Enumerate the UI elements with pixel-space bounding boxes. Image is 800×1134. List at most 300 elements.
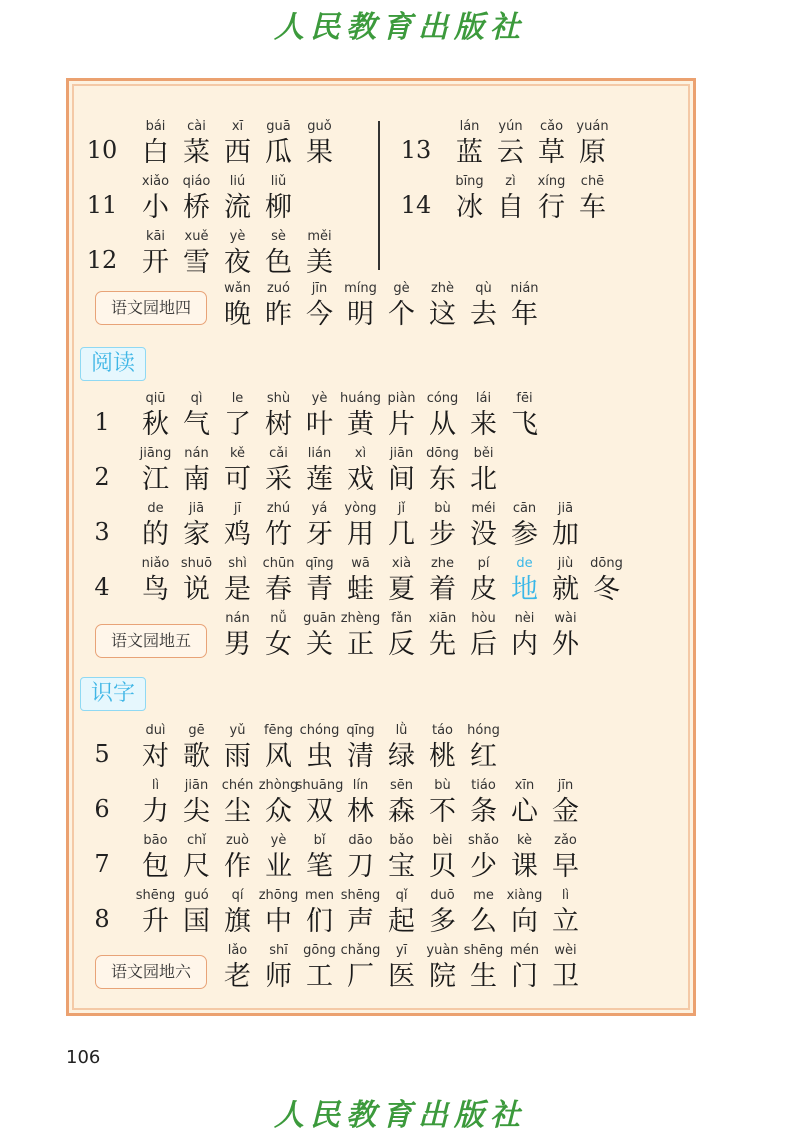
hanzi: 双 — [306, 796, 333, 827]
hanzi: 雨 — [224, 741, 251, 772]
character-cell — [531, 118, 572, 170]
pinyin: xuě — [184, 229, 209, 244]
character-cell — [176, 500, 217, 552]
character-cell — [572, 118, 613, 170]
character-cell — [504, 500, 545, 552]
character-cell — [381, 722, 422, 774]
pinyin: zhòng — [258, 778, 299, 793]
character-cell — [586, 555, 627, 607]
character-cell — [381, 777, 422, 829]
pinyin: yè — [229, 229, 246, 244]
character-cell — [299, 555, 340, 607]
pinyin: fǎn — [391, 611, 412, 626]
hanzi: 皮 — [470, 574, 497, 605]
character-cell — [258, 555, 299, 607]
pinyin: jǐ — [397, 501, 406, 516]
character-cell — [463, 722, 504, 774]
lesson-number: 14 — [400, 191, 432, 219]
character-cell — [135, 118, 176, 170]
pinyin: lán — [459, 119, 480, 134]
hanzi: 了 — [224, 409, 251, 440]
character-cell — [463, 390, 504, 442]
hanzi: 色 — [265, 247, 292, 278]
pinyin: yǔ — [229, 723, 246, 738]
character-cell — [299, 390, 340, 442]
pinyin: qīng — [346, 723, 375, 738]
hanzi: 少 — [470, 851, 497, 882]
hanzi: 今 — [306, 299, 333, 330]
hanzi: 后 — [470, 629, 497, 660]
hanzi: 门 — [511, 961, 538, 992]
character-cell — [135, 445, 176, 497]
character-cell — [463, 777, 504, 829]
hanzi: 旗 — [224, 906, 251, 937]
pinyin: qiū — [145, 391, 166, 406]
pinyin: yī — [395, 943, 408, 958]
hanzi: 冰 — [456, 192, 483, 223]
character-cell — [217, 942, 258, 994]
character-cell — [258, 610, 299, 662]
pinyin: hóng — [467, 723, 500, 738]
pinyin: fēi — [516, 391, 533, 406]
character-cell — [135, 390, 176, 442]
pinyin: bái — [145, 119, 166, 134]
pinyin: bāo — [143, 833, 168, 848]
section-reading-title: 阅读 — [80, 347, 146, 381]
pinyin: zǎo — [554, 833, 577, 848]
pinyin: zuó — [266, 281, 291, 296]
pinyin: lǎo — [227, 943, 248, 958]
character-cell — [504, 887, 545, 939]
hanzi: 工 — [306, 961, 333, 992]
pinyin: bèi — [432, 833, 453, 848]
pinyin: qǐ — [395, 888, 408, 903]
hanzi: 草 — [538, 137, 565, 168]
pinyin: zuò — [225, 833, 250, 848]
lesson-number: 12 — [86, 246, 118, 274]
lesson-number: 2 — [94, 463, 110, 491]
lesson-number: 4 — [94, 573, 110, 601]
pinyin: chóng — [299, 723, 340, 738]
pinyin: fēng — [263, 723, 294, 738]
lesson-characters — [135, 500, 586, 552]
pinyin: xiǎo — [141, 174, 170, 189]
pinyin: de — [147, 501, 164, 516]
character-cell — [299, 942, 340, 994]
character-cell — [176, 228, 217, 280]
character-cell — [340, 280, 381, 332]
character-cell — [504, 610, 545, 662]
hanzi: 小 — [142, 192, 169, 223]
hanzi: 歌 — [183, 741, 210, 772]
lesson-characters — [449, 173, 613, 225]
character-cell — [217, 118, 258, 170]
character-cell — [381, 832, 422, 884]
hanzi: 贝 — [429, 851, 456, 882]
character-cell — [299, 228, 340, 280]
character-cell — [135, 555, 176, 607]
pinyin: de — [516, 556, 533, 571]
character-cell — [258, 777, 299, 829]
pinyin: qì — [190, 391, 203, 406]
lesson-number: 1 — [94, 408, 110, 436]
pinyin: duì — [145, 723, 166, 738]
hanzi: 业 — [265, 851, 292, 882]
hanzi: 对 — [142, 741, 169, 772]
character-cell — [176, 887, 217, 939]
hanzi: 行 — [538, 192, 565, 223]
character-cell — [572, 173, 613, 225]
pinyin: chén — [221, 778, 254, 793]
character-cell — [217, 832, 258, 884]
pinyin: chē — [580, 174, 605, 189]
hanzi: 心 — [511, 796, 538, 827]
hanzi: 虫 — [306, 741, 333, 772]
character-cell — [422, 445, 463, 497]
hanzi: 关 — [306, 629, 333, 660]
character-cell — [504, 832, 545, 884]
character-cell — [381, 555, 422, 607]
pinyin: bīng — [455, 174, 484, 189]
character-cell — [258, 445, 299, 497]
hanzi: 厂 — [347, 961, 374, 992]
character-cell — [299, 445, 340, 497]
pinyin: jiā — [188, 501, 205, 516]
pinyin: shī — [269, 943, 288, 958]
hanzi: 就 — [552, 574, 579, 605]
hanzi: 内 — [511, 629, 538, 660]
hanzi: 男 — [224, 629, 251, 660]
pinyin: cài — [187, 119, 206, 134]
character-cell — [217, 173, 258, 225]
pinyin: shuō — [180, 556, 213, 571]
character-cell — [258, 390, 299, 442]
pinyin: qiáo — [182, 174, 211, 189]
publisher-logo-bottom: 人民教育出版社 — [274, 1098, 526, 1133]
hanzi: 们 — [306, 906, 333, 937]
character-cell — [258, 942, 299, 994]
pinyin: nán — [225, 611, 250, 626]
hanzi: 向 — [511, 906, 538, 937]
pinyin: wài — [554, 611, 577, 626]
character-cell — [463, 610, 504, 662]
pinyin: pí — [477, 556, 490, 571]
character-cell — [545, 887, 586, 939]
pinyin: nèi — [514, 611, 535, 626]
lesson-characters — [135, 118, 340, 170]
hanzi: 云 — [497, 137, 524, 168]
hanzi: 说 — [183, 574, 210, 605]
hanzi: 宝 — [388, 851, 415, 882]
character-cell — [258, 173, 299, 225]
pinyin: huáng — [340, 391, 381, 406]
character-cell — [299, 118, 340, 170]
hanzi: 夜 — [224, 247, 251, 278]
pinyin: chǐ — [187, 833, 206, 848]
pinyin: liǔ — [270, 174, 287, 189]
hanzi: 自 — [497, 192, 524, 223]
character-cell — [176, 722, 217, 774]
lesson-number: 8 — [94, 905, 110, 933]
pinyin: xiàng — [506, 888, 543, 903]
hanzi: 众 — [265, 796, 292, 827]
character-cell — [422, 887, 463, 939]
lesson-number: 3 — [94, 518, 110, 546]
character-cell — [504, 280, 545, 332]
hanzi: 外 — [552, 629, 579, 660]
pinyin: yá — [311, 501, 328, 516]
hanzi: 多 — [429, 906, 456, 937]
character-cell — [545, 500, 586, 552]
hanzi: 东 — [429, 464, 456, 495]
hanzi: 瓜 — [265, 137, 292, 168]
hanzi: 这 — [429, 299, 456, 330]
character-cell — [463, 280, 504, 332]
pinyin: yún — [498, 119, 523, 134]
character-cell — [258, 280, 299, 332]
lesson-characters — [135, 173, 299, 225]
hanzi: 师 — [265, 961, 292, 992]
hanzi: 牙 — [306, 519, 333, 550]
character-cell — [217, 390, 258, 442]
hanzi: 的 — [142, 519, 169, 550]
pinyin: shù — [266, 391, 291, 406]
character-cell — [545, 942, 586, 994]
pinyin: xì — [354, 446, 367, 461]
pinyin: shì — [228, 556, 247, 571]
hanzi: 美 — [306, 247, 333, 278]
character-cell — [299, 280, 340, 332]
hanzi: 北 — [470, 464, 497, 495]
character-cell — [258, 228, 299, 280]
pinyin: lián — [307, 446, 332, 461]
hanzi: 先 — [429, 629, 456, 660]
character-cell — [295, 777, 344, 829]
lesson-characters — [135, 555, 627, 607]
character-cell — [299, 887, 340, 939]
hanzi: 声 — [347, 906, 374, 937]
pinyin: dōng — [590, 556, 623, 571]
hanzi: 流 — [224, 192, 251, 223]
column-divider — [378, 121, 380, 270]
hanzi: 早 — [552, 851, 579, 882]
pinyin: bù — [434, 778, 451, 793]
hanzi: 立 — [552, 906, 579, 937]
character-cell — [135, 722, 176, 774]
hanzi: 女 — [265, 629, 292, 660]
lesson-number: 11 — [86, 191, 118, 219]
character-cell — [340, 500, 381, 552]
pinyin: míng — [344, 281, 377, 296]
hanzi: 是 — [224, 574, 251, 605]
character-cell — [422, 280, 463, 332]
character-cell — [258, 118, 299, 170]
character-cell — [176, 832, 217, 884]
hanzi: 林 — [347, 796, 374, 827]
pinyin: jiù — [557, 556, 574, 571]
character-cell — [299, 500, 340, 552]
pinyin: xià — [391, 556, 412, 571]
pinyin: táo — [431, 723, 454, 738]
hanzi: 桥 — [183, 192, 210, 223]
character-cell — [463, 942, 504, 994]
character-cell — [135, 500, 176, 552]
hanzi: 车 — [579, 192, 606, 223]
hanzi: 明 — [347, 299, 374, 330]
lesson-characters — [135, 228, 340, 280]
pinyin: jiān — [184, 778, 209, 793]
character-cell — [176, 118, 217, 170]
character-cell — [176, 777, 217, 829]
pinyin: yuàn — [426, 943, 459, 958]
pinyin: yè — [311, 391, 328, 406]
hanzi: 竹 — [265, 519, 292, 550]
hanzi: 正 — [347, 629, 374, 660]
hanzi: 卫 — [552, 961, 579, 992]
hanzi: 反 — [388, 629, 415, 660]
pinyin: dāo — [348, 833, 373, 848]
hanzi: 蛙 — [347, 574, 374, 605]
lesson-number: 13 — [400, 136, 432, 164]
hanzi: 江 — [142, 464, 169, 495]
character-cell — [545, 610, 586, 662]
hanzi: 加 — [552, 519, 579, 550]
pinyin: měi — [307, 229, 332, 244]
character-cell — [422, 390, 463, 442]
pinyin: gè — [393, 281, 410, 296]
pinyin: cǎi — [269, 446, 288, 461]
hanzi: 间 — [388, 464, 415, 495]
hanzi: 南 — [183, 464, 210, 495]
lesson-number: 10 — [86, 136, 118, 164]
character-cell — [422, 500, 463, 552]
lesson-characters — [135, 777, 586, 829]
character-cell — [135, 887, 176, 939]
hanzi: 升 — [142, 906, 169, 937]
pinyin: lì — [561, 888, 570, 903]
character-cell — [340, 722, 381, 774]
pinyin: cān — [512, 501, 537, 516]
lesson-characters — [135, 887, 586, 939]
pinyin: zhe — [430, 556, 455, 571]
character-cell — [176, 555, 217, 607]
lesson-characters — [135, 445, 504, 497]
hanzi: 飞 — [511, 409, 538, 440]
hanzi: 个 — [388, 299, 415, 330]
character-cell — [381, 445, 422, 497]
character-cell — [545, 832, 586, 884]
lesson-number: 7 — [94, 850, 110, 878]
hanzi: 中 — [265, 906, 292, 937]
hanzi: 清 — [347, 741, 374, 772]
pinyin: gōng — [303, 943, 336, 958]
pinyin: lái — [475, 391, 492, 406]
character-cell — [176, 390, 217, 442]
pinyin: tiáo — [471, 778, 496, 793]
character-cell — [340, 832, 381, 884]
pinyin: guó — [184, 888, 209, 903]
character-cell — [135, 228, 176, 280]
pinyin: wā — [351, 556, 370, 571]
character-cell — [217, 500, 258, 552]
pinyin: zì — [505, 174, 516, 189]
pinyin: jiā — [557, 501, 574, 516]
character-cell — [504, 777, 545, 829]
hanzi: 原 — [579, 137, 606, 168]
lesson-number: 5 — [94, 740, 110, 768]
hanzi: 菜 — [183, 137, 210, 168]
garden-characters — [217, 280, 545, 332]
pinyin: cóng — [426, 391, 459, 406]
lesson-characters — [135, 832, 586, 884]
hanzi: 莲 — [306, 464, 333, 495]
pinyin: duō — [430, 888, 455, 903]
character-cell — [531, 173, 572, 225]
character-cell — [340, 610, 381, 662]
pinyin: le — [231, 391, 244, 406]
character-cell — [422, 555, 463, 607]
lesson-characters — [135, 390, 545, 442]
hanzi: 西 — [224, 137, 251, 168]
hanzi: 医 — [388, 961, 415, 992]
hanzi: 课 — [511, 851, 538, 882]
hanzi: 昨 — [265, 299, 292, 330]
pinyin: jiāng — [139, 446, 172, 461]
hanzi: 地 — [511, 574, 538, 605]
hanzi: 国 — [183, 906, 210, 937]
character-cell — [545, 555, 586, 607]
pinyin: jī — [233, 501, 242, 516]
pinyin: mén — [510, 943, 539, 958]
pinyin: bǎo — [389, 833, 414, 848]
pinyin: guān — [303, 611, 336, 626]
character-cell — [135, 173, 176, 225]
hanzi: 笔 — [306, 851, 333, 882]
character-cell — [299, 722, 340, 774]
pinyin: jīn — [557, 778, 574, 793]
lesson-characters — [449, 118, 613, 170]
pinyin: guǒ — [307, 119, 332, 134]
pinyin: bǐ — [313, 833, 326, 848]
hanzi: 来 — [470, 409, 497, 440]
character-cell — [545, 777, 586, 829]
character-cell — [217, 280, 258, 332]
pinyin: zhèng — [340, 611, 381, 626]
hanzi: 蓝 — [456, 137, 483, 168]
character-cell — [258, 500, 299, 552]
character-cell — [381, 390, 422, 442]
pinyin: guā — [266, 119, 291, 134]
pinyin: me — [473, 888, 494, 903]
hanzi: 金 — [552, 796, 579, 827]
pinyin: qù — [475, 281, 492, 296]
publisher-logo-top: 人民教育出版社 — [274, 10, 526, 45]
hanzi: 力 — [142, 796, 169, 827]
hanzi: 果 — [306, 137, 333, 168]
hanzi: 青 — [306, 574, 333, 605]
hanzi: 春 — [265, 574, 292, 605]
character-cell — [422, 832, 463, 884]
hanzi: 采 — [265, 464, 292, 495]
hanzi: 白 — [142, 137, 169, 168]
hanzi: 夏 — [388, 574, 415, 605]
pinyin: zhú — [266, 501, 291, 516]
pinyin: lǜ — [395, 723, 408, 738]
character-cell — [381, 280, 422, 332]
character-cell — [490, 118, 531, 170]
character-cell — [217, 722, 258, 774]
hanzi: 风 — [265, 741, 292, 772]
